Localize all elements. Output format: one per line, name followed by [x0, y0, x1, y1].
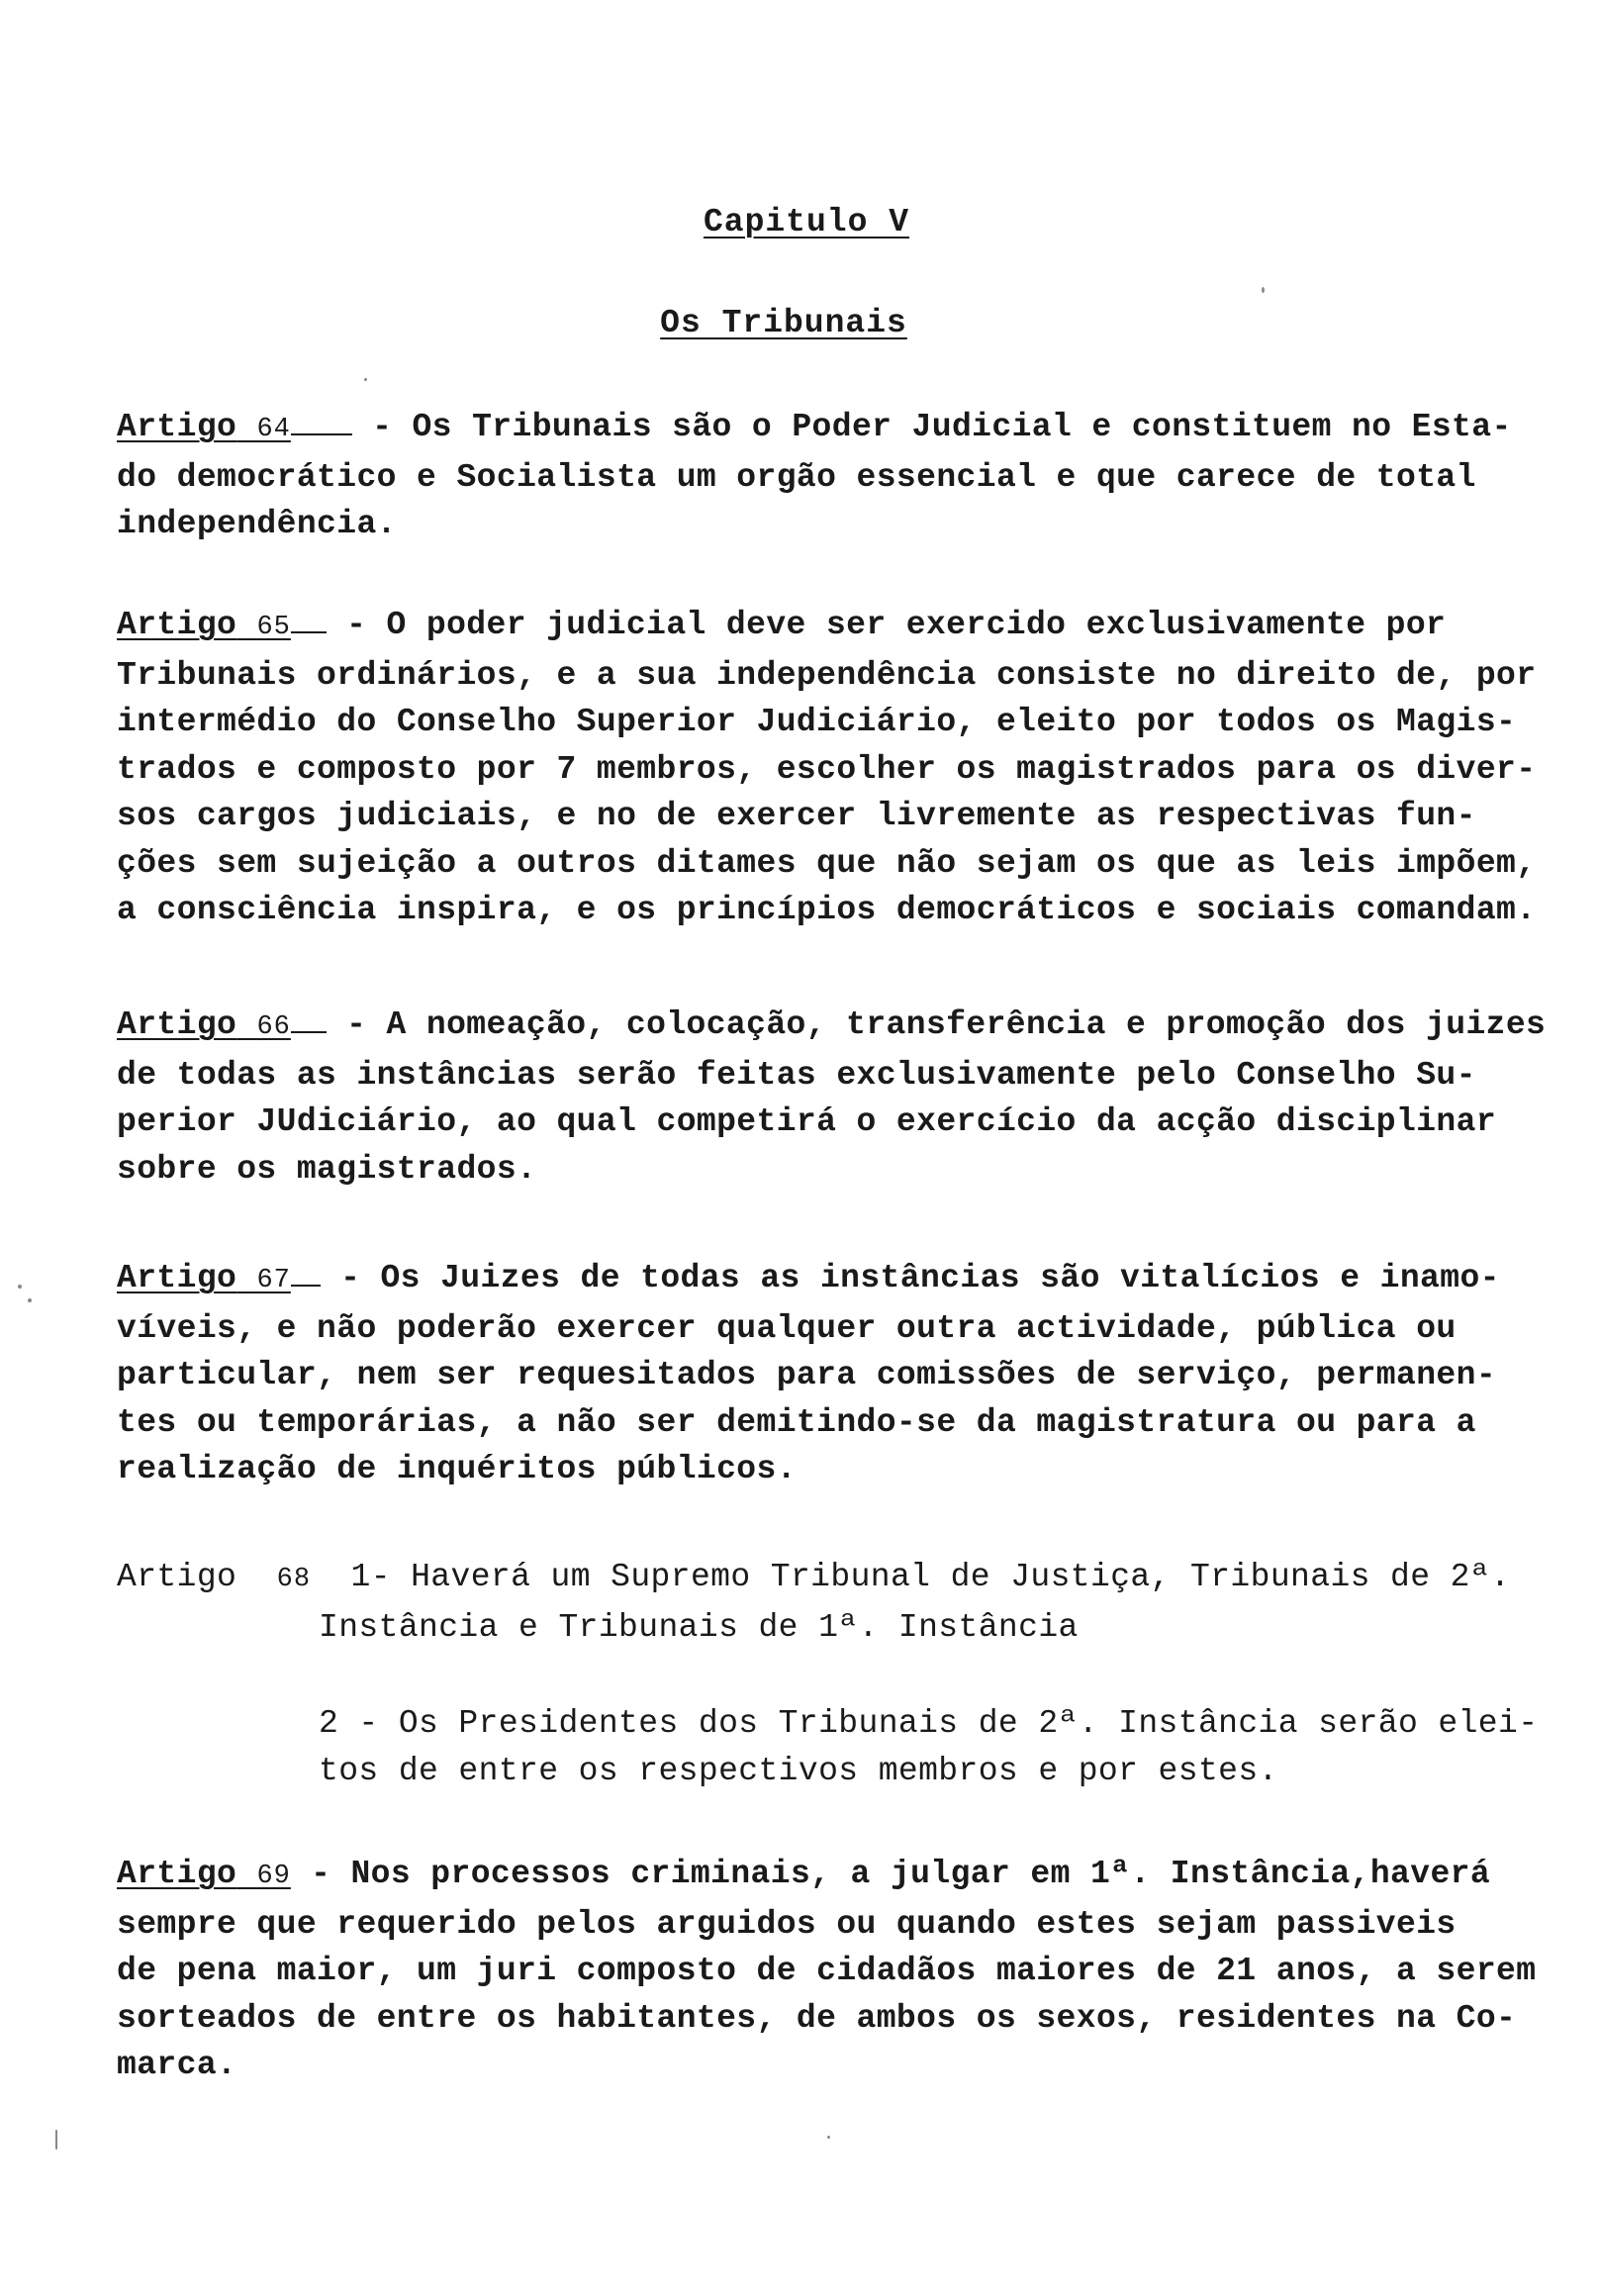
underline-blank [291, 627, 327, 633]
article-66-text: - A nomeação, colocação, transferência e promoção dos juizes de todas as instâncias serão feitas exclusivamente pelo Conselho Su- perior JUdiciário, ao qual competirá o exercício da acção disciplinar sobre os magistrados. [117, 1006, 1547, 1188]
scan-speck [18, 1285, 22, 1289]
article-label-word: Artigo [117, 1559, 237, 1595]
scan-speck [827, 2136, 830, 2139]
article-label-word: Artigo [117, 1260, 237, 1296]
scan-speck [55, 2130, 57, 2150]
article-number: 67 [256, 1266, 291, 1295]
article-label-word: Artigo [117, 409, 237, 445]
article-number: 64 [256, 415, 291, 444]
article-number: 65 [256, 613, 291, 642]
scan-speck [1262, 287, 1265, 293]
underline-blank [291, 430, 352, 435]
underline-blank [291, 1281, 321, 1287]
article-number: 66 [256, 1012, 291, 1042]
article-68-item-2: 2 - Os Presidentes dos Tribunais de 2ª. Instância serão elei- tos de entre os respectivos membros e por estes. [319, 1705, 1539, 1789]
article-number: 69 [256, 1862, 291, 1891]
article-64-label [117, 409, 352, 445]
section-title: Os Tribunais [660, 305, 907, 341]
article-67-text: - Os Juizes de todas as instâncias são vitalícios e inamo- víveis, e não poderão exercer qualquer outra actividade, pública ou particular, nem ser requesitados para comissões de serviço, permanen- tes ou temporárias, a não ser demitindo-se da magistratura ou para a realização de inquéritos públicos. [117, 1260, 1500, 1487]
article-68-item-1-cont: Instância e Tribunais de 1ª. Instância [319, 1608, 1079, 1646]
article-label-word: Artigo [117, 1006, 237, 1043]
article-number: 68 [276, 1565, 312, 1594]
article-69 [117, 1851, 1561, 2089]
underline-blank [291, 1027, 327, 1033]
article-68-item-1: 1- Haverá um Supremo Tribunal de Justiça, Tribunais de 2ª. [350, 1559, 1511, 1595]
article-69-text: - Nos processos criminais, a julgar em 1ª. Instância,haverá sempre que requerido pelos arguidos ou quando estes sejam passiveis de pena maior, um juri composto de cidadãos maiores de 21 anos, a serem sorteados de entre os habitantes, de ambos os sexos, residentes na Co- marca. [117, 1856, 1537, 2083]
article-64-text: - Os Tribunais são o Poder Judicial e constituem no Esta- do democrático e Socialista um orgão essencial e que carece de total independência. [117, 409, 1512, 542]
article-65-label [117, 607, 327, 643]
article-65-text: - O poder judicial deve ser exercido exclusivamente por Tribunais ordinários, e a sua independência consiste no direito de, por intermédio do Conselho Superior Judiciário, eleito por todos os Magis- trados e composto por 7 membros, escolher os magistrados para os diver- sos cargos judiciais, e no de exercer livremente as respectivas fun- ções sem sujeição a outros ditames que não sejam os que as leis impõem, a consciência inspira, e os princípios democráticos e sociais comandam. [117, 607, 1537, 928]
article-68 [117, 1554, 1561, 1651]
article-68-label [117, 1554, 350, 1604]
article-66 [117, 1002, 1561, 1193]
scan-speck [28, 1298, 32, 1302]
article-label-word: Artigo [117, 607, 237, 643]
article-label-word: Artigo [117, 1856, 237, 1892]
article-65 [117, 602, 1561, 934]
article-66-label [117, 1006, 327, 1043]
scan-speck [364, 378, 367, 381]
chapter-title: Capitulo V [703, 204, 910, 240]
article-69-label [117, 1856, 291, 1892]
article-67-label [117, 1260, 321, 1296]
article-67 [117, 1255, 1561, 1493]
article-64 [117, 404, 1561, 548]
